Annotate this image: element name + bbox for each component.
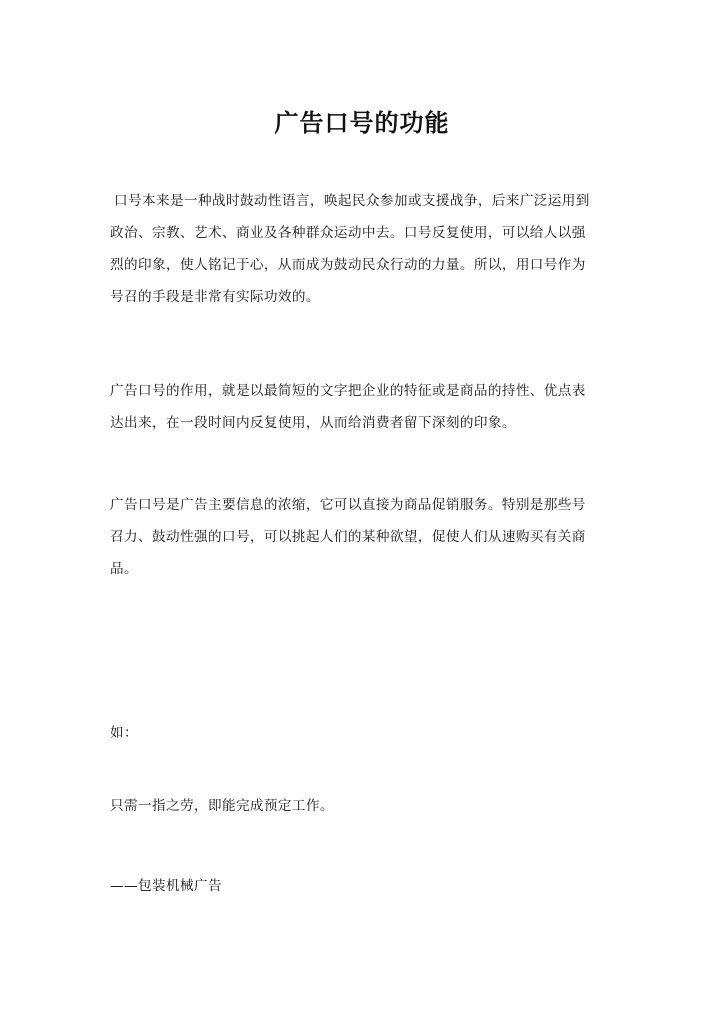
example-label: 如： (110, 725, 138, 741)
text-line: 达出来，在一段时间内反复使用，从而给消费者留下深刻的印象。 (110, 415, 516, 431)
text-line: 广告口号是广告主要信息的浓缩，它可以直接为商品促销服务。特别是那些号 (110, 497, 586, 513)
text-line: 召力、鼓动性强的口号，可以挑起人们的某种欲望，促使人们从速购买有关商 (110, 529, 586, 545)
example-source: ——包装机械广告 (110, 878, 222, 894)
text-line: 烈的印象，使人铭记于心，从而成为鼓动民众行动的力量。所以，用口号作为 (110, 257, 586, 273)
text-line: 号召的手段是非常有实际功效的。 (110, 289, 320, 305)
text-line: 政治、宗教、艺术、商业及各种群众运动中去。口号反复使用，可以给人以强 (110, 225, 586, 241)
text-line: 品。 (110, 561, 138, 577)
text-line: 广告口号的作用，就是以最简短的文字把企业的特征或是商品的持性、优点表 (110, 383, 586, 399)
document-title: 广告口号的功能 (274, 108, 450, 137)
text-line: 口号本来是一种战时鼓动性语言，唤起民众参加或支援战争，后来广泛运用到 (114, 193, 590, 209)
example-slogan: 只需一指之劳，即能完成预定工作。 (110, 798, 334, 814)
